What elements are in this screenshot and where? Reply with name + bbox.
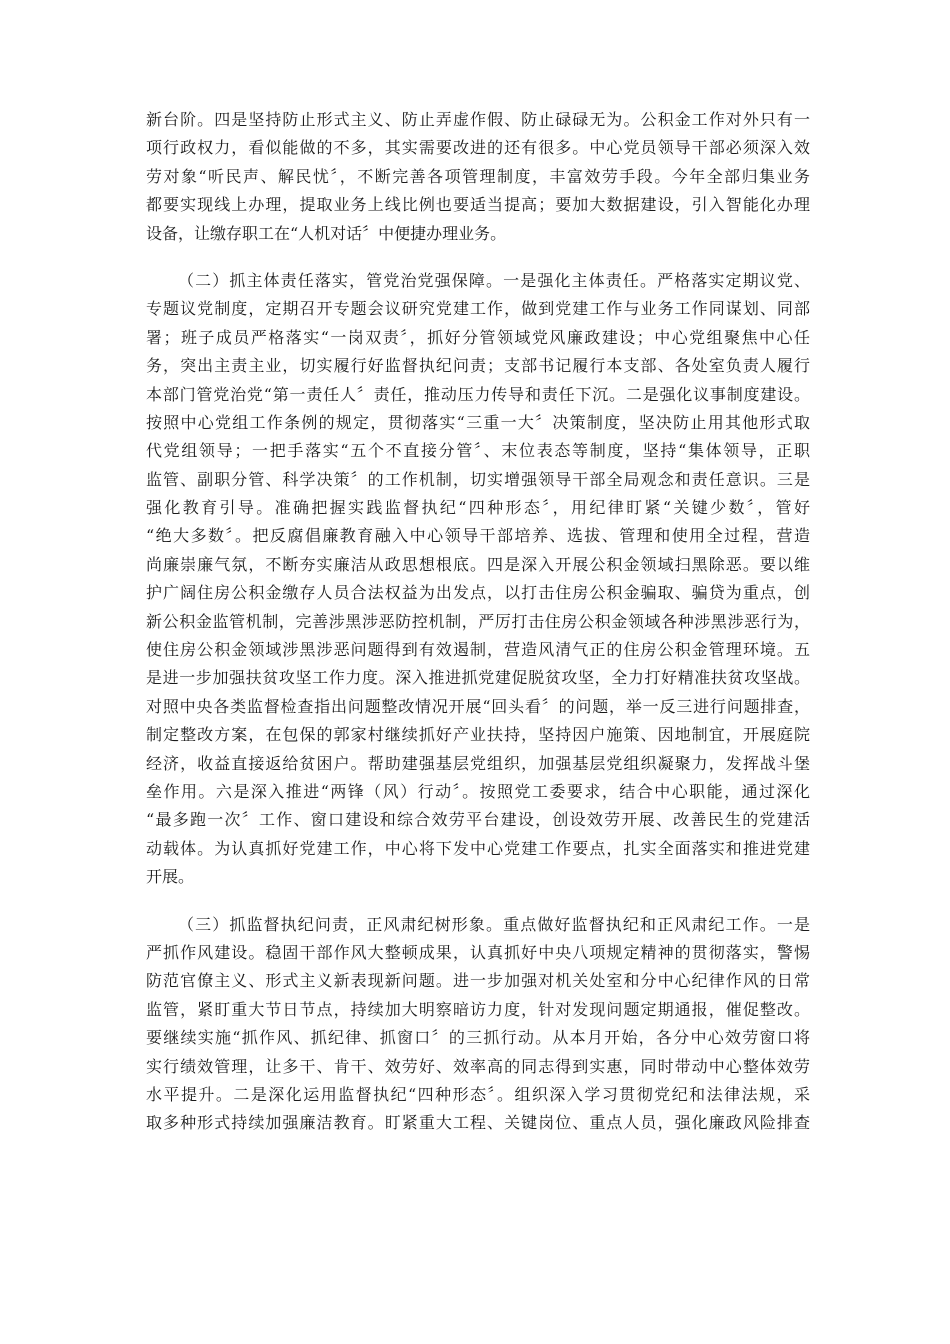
- text-line: 开展。: [146, 867, 195, 887]
- text-line: 护广阔住房公积金缴存人员合法权益为出发点，以打击住房公积金骗取、骗贷为重点，创: [146, 583, 810, 603]
- text-line: 严抓作风建设。稳固干部作风大整顿成果，认真抓好中央八项规定精神的贯彻落实，警惕: [146, 942, 810, 962]
- text-line: 专题议党制度，定期召开专题会议研究党建工作，做到党建工作与业务工作同谋划、同部: [146, 299, 810, 319]
- text-line: 监管、副职分管、科学决策〞的工作机制，切实增强领导干部全局观念和责任意识。三是: [146, 469, 810, 489]
- text-line: 项行政权力，看似能做的不多，其实需要改进的还有很多。中心党员领导干部必须深入效: [146, 138, 810, 158]
- text-line: 设备，让缴存职工在“人机对话〞中便捷办理业务。: [146, 223, 507, 243]
- text-line: 制定整改方案，在包保的郭家村继续抓好产业扶持，坚持因户施策、因地制宜，开展庭院: [146, 725, 810, 745]
- text-line: 垒作用。六是深入推进“两锋（风）行动〞。按照党工委要求，结合中心职能，通过深化: [146, 781, 810, 801]
- text-line: 对照中央各类监督检查指出问题整改情况开展“回头看〞的问题，举一反三进行问题排查，: [146, 696, 810, 716]
- text-line: 经济，收益直接返给贫困户。帮助建强基层党组织，加强基层党组织凝聚力，发挥战斗堡: [146, 753, 810, 773]
- paragraph-2: [146, 267, 810, 892]
- text-line: 署；班子成员严格落实“一岗双责〞，抓好分管领域党风廉政建设；中心党组聚焦中心任: [146, 327, 810, 347]
- text-line: 动载体。为认真抓好党建工作，中心将下发中心党建工作要点，扎实全面落实和推进党建: [146, 838, 810, 858]
- text-line: 尚廉崇廉气氛，不断夯实廉洁从政思想根底。四是深入开展公积金领域扫黑除恶。要以维: [146, 554, 810, 574]
- text-line: 防范官僚主义、形式主义新表现新问题。进一步加强对机关处室和分中心纪律作风的日常: [146, 971, 810, 991]
- paragraph-gap: [146, 892, 810, 911]
- text-line: 劳对象“听民声、解民忧〞，不断完善各项管理制度，丰富效劳手段。今年全部归集业务: [146, 166, 810, 186]
- text-line: 按照中心党组工作条例的规定，贯彻落实“三重一大〞决策制度，坚决防止用其他形式取: [146, 412, 810, 432]
- text-line: 实行绩效管理，让多干、肯干、效劳好、效率高的同志得到实惠，同时带动中心整体效劳: [146, 1056, 810, 1076]
- text-line: 取多种形式持续加强廉洁教育。盯紧重大工程、关键岗位、重点人员，强化廉政风险排查: [146, 1113, 810, 1133]
- text-line: “最多跑一次〞工作、窗口建设和综合效劳平台建设，创设效劳开展、改善民生的党建活: [146, 810, 810, 830]
- text-line: 务，突出主责主业，切实履行好监督执纪问责；支部书记履行本支部、各处室负责人履行: [146, 356, 810, 376]
- text-line: 本部门管党治党“第一责任人〞责任，推动压力传导和责任下沉。二是强化议事制度建设。: [146, 384, 810, 404]
- text-line: 代党组领导；一把手落实“五个不直接分管〞、末位表态等制度，坚持“集体领导，正职: [146, 441, 810, 461]
- text-line: 要继续实施“抓作风、抓纪律、抓窗口〞的三抓行动。从本月开始，各分中心效劳窗口将: [146, 1028, 810, 1048]
- text-line: 新公积金监管机制，完善涉黑涉恶防控机制，严厉打击住房公积金领域各种涉黑涉恶行为，: [146, 611, 810, 631]
- text-line: 使住房公积金领域涉黑涉恶问题得到有效遏制，营造风清气正的住房公积金管理环境。五: [146, 640, 810, 660]
- paragraph-gap: [146, 248, 810, 267]
- text-line: 水平提升。二是深化运用监督执纪“四种形态〞。组织深入学习贯彻党纪和法律法规，采: [146, 1084, 810, 1104]
- text-line: 监管，紧盯重大节日节点，持续加大明察暗访力度，针对发现问题定期通报，催促整改。: [146, 999, 810, 1019]
- text-line: 是进一步加强扶贫攻坚工作力度。深入推进抓党建促脱贫攻坚，全力打好精准扶贫攻坚战。: [146, 668, 810, 688]
- paragraph-1: [146, 106, 810, 248]
- text-line: （二）抓主体责任落实，管党治党强保障。一是强化主体责任。严格落实定期议党、: [178, 270, 810, 290]
- text-line: 新台阶。四是坚持防止形式主义、防止弄虚作假、防止碌碌无为。公积金工作对外只有一: [146, 110, 810, 129]
- text-line: 强化教育引导。准确把握实践监督执纪“四种形态〞，用纪律盯紧“关键少数〞，管好: [146, 498, 810, 518]
- paragraph-3: [146, 911, 810, 1138]
- document-page: [146, 106, 810, 1138]
- text-line: 都要实现线上办理，提取业务上线比例也要适当提高；要加大数据建设，引入智能化办理: [146, 195, 810, 215]
- text-line: （三）抓监督执纪问责，正风肃纪树形象。重点做好监督执纪和正风肃纪工作。一是: [178, 914, 810, 934]
- text-line: “绝大多数〞。把反腐倡廉教育融入中心领导干部培养、选拔、管理和使用全过程，营造: [146, 526, 810, 546]
